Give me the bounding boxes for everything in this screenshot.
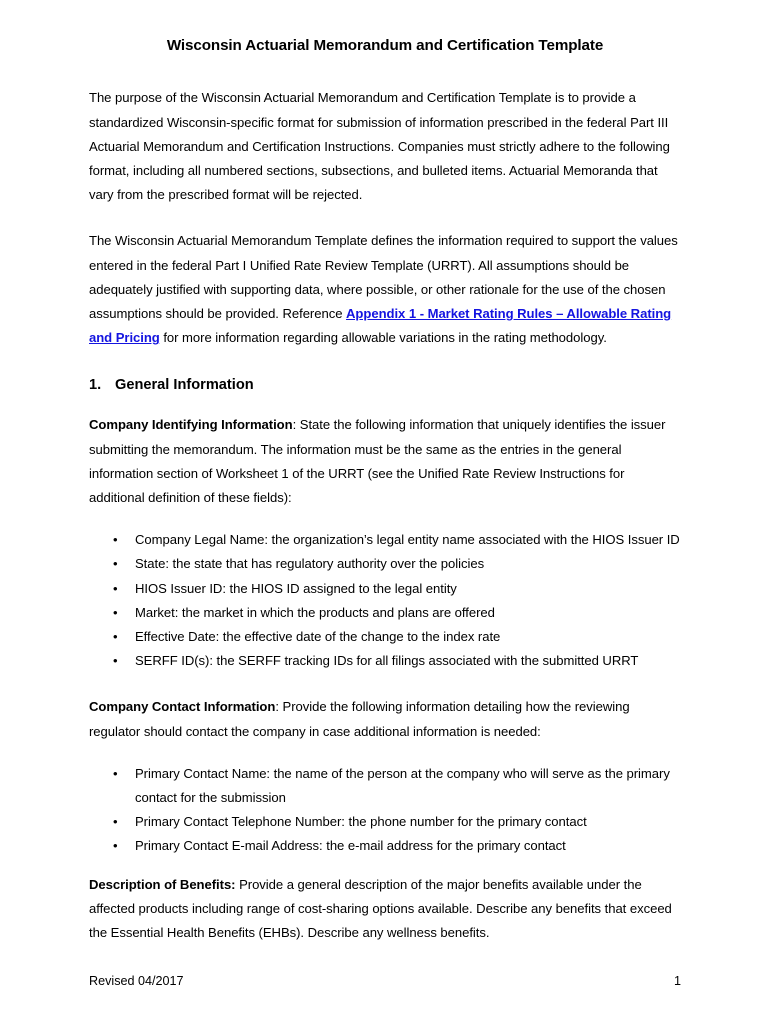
bullet-icon: • — [113, 628, 118, 644]
list-item — [89, 762, 681, 810]
footer-revised-date: Revised 04/2017 — [89, 974, 184, 988]
company-contact-information-paragraph — [89, 695, 681, 743]
spacer — [89, 395, 681, 413]
lead-separator: : — [292, 417, 297, 433]
document-content — [89, 36, 681, 945]
company-contact-information-lead: Company Contact Information — [89, 699, 276, 715]
intro-paragraph: The purpose of the Wisconsin Actuarial Memorandum and Certification Template is to provide a standardized Wisconsin-specific format for submission of information prescribed in the federal Part III Actuarial Memorandum and Certification Instructions. Companies must strictly adhere to the following format, including all numbered sections, subsections, and bulleted items. Actuarial Memoranda that vary from the prescribed format will be rejected. — [89, 90, 670, 203]
company-identifying-information-lead: Company Identifying Information — [89, 417, 293, 433]
list-item — [89, 601, 681, 625]
spacer — [89, 56, 681, 86]
lead-separator: : — [275, 699, 279, 715]
spacer — [89, 350, 681, 376]
section-number: 1. — [89, 377, 102, 394]
list-item-label: Effective Date: the effective date of the change to the index rate — [135, 628, 501, 644]
bullet-icon: • — [113, 556, 118, 572]
page-title: Wisconsin Actuarial Memorandum and Certification Template — [166, 37, 604, 54]
list-item — [89, 577, 681, 601]
list-item — [89, 552, 681, 576]
list-item-label: State: the state that has regulatory authority over the policies — [135, 556, 485, 572]
bullet-icon: • — [113, 604, 118, 620]
list-item-label: Primary Contact Name: the name of the person at the company who will serve as the primary contact for the submission — [135, 765, 670, 805]
bullet-icon: • — [113, 838, 118, 854]
list-item — [89, 528, 681, 552]
second-paragraph — [89, 229, 681, 350]
spacer — [89, 673, 681, 695]
company-contact-information-bullet-list — [89, 762, 681, 859]
spacer — [89, 744, 681, 762]
bullet-icon: • — [113, 765, 118, 781]
company-contact-information-text: Provide the following information detailing how the reviewing regulator should contact the company in case additional information is needed: — [89, 699, 630, 739]
list-item — [89, 625, 681, 649]
bullet-icon: • — [113, 814, 118, 830]
footer-page-number: 1 — [673, 974, 681, 988]
list-item-label: SERFF ID(s): the SERFF tracking IDs for all filings associated with the submitted URRT — [135, 653, 639, 669]
company-identifying-information-text: State the following information that uniquely identifies the issuer submitting the memorandum. The information must be the same as the entries in the general information section of Worksheet 1 of the URRT (see the Unified Rate Review Instructions for additional definition of these fields): — [89, 417, 666, 505]
second-paragraph-after-link: for more information regarding allowable variations in the rating methodology. — [159, 330, 607, 346]
company-identifying-information-bullet-list — [89, 528, 681, 673]
list-item-label: Primary Contact Telephone Number: the phone number for the primary contact — [135, 814, 587, 830]
list-item — [89, 834, 681, 858]
spacer — [89, 510, 681, 528]
list-item — [89, 649, 681, 673]
list-item-label: Market: the market in which the products and plans are offered — [135, 604, 495, 620]
list-item — [89, 810, 681, 834]
description-of-benefits-text: Provide a general description of the major benefits available under the affected products including range of cost-sharing options available. Describe any benefits that exceed the Essential Health Benefits (EHBs). Describe any wellness benefits. — [89, 876, 672, 941]
bullet-icon: • — [113, 580, 118, 596]
spacer — [89, 859, 681, 873]
bullet-icon: • — [113, 532, 118, 548]
section-heading-label: General Information — [115, 377, 254, 394]
company-identifying-information-paragraph — [89, 413, 681, 510]
bullet-icon: • — [113, 653, 118, 669]
section-heading-general-information — [89, 376, 681, 395]
list-item-label: Company Legal Name: the organization’s legal entity name associated with the HIOS Issuer ID — [135, 532, 680, 548]
list-item-label: HIOS Issuer ID: the HIOS ID assigned to the legal entity — [135, 580, 457, 596]
description-of-benefits-paragraph — [89, 873, 681, 946]
description-of-benefits-lead: Description of Benefits: — [89, 876, 236, 892]
list-item-label: Primary Contact E-mail Address: the e-mail address for the primary contact — [135, 838, 566, 854]
second-paragraph-before-link: The Wisconsin Actuarial Memorandum Template defines the information required to support the values entered in the federal Part I Unified Rate Review Template (URRT). All assumptions should be adequately justified with supporting data, where possible, or other rationale for the use of the chosen assumptions should be provided. Reference — [89, 233, 678, 321]
appendix-1-link[interactable]: Appendix 1 - Market Rating Rules – Allowable Rating and Pricing — [89, 305, 672, 346]
spacer — [89, 207, 681, 229]
page-footer — [89, 974, 681, 989]
